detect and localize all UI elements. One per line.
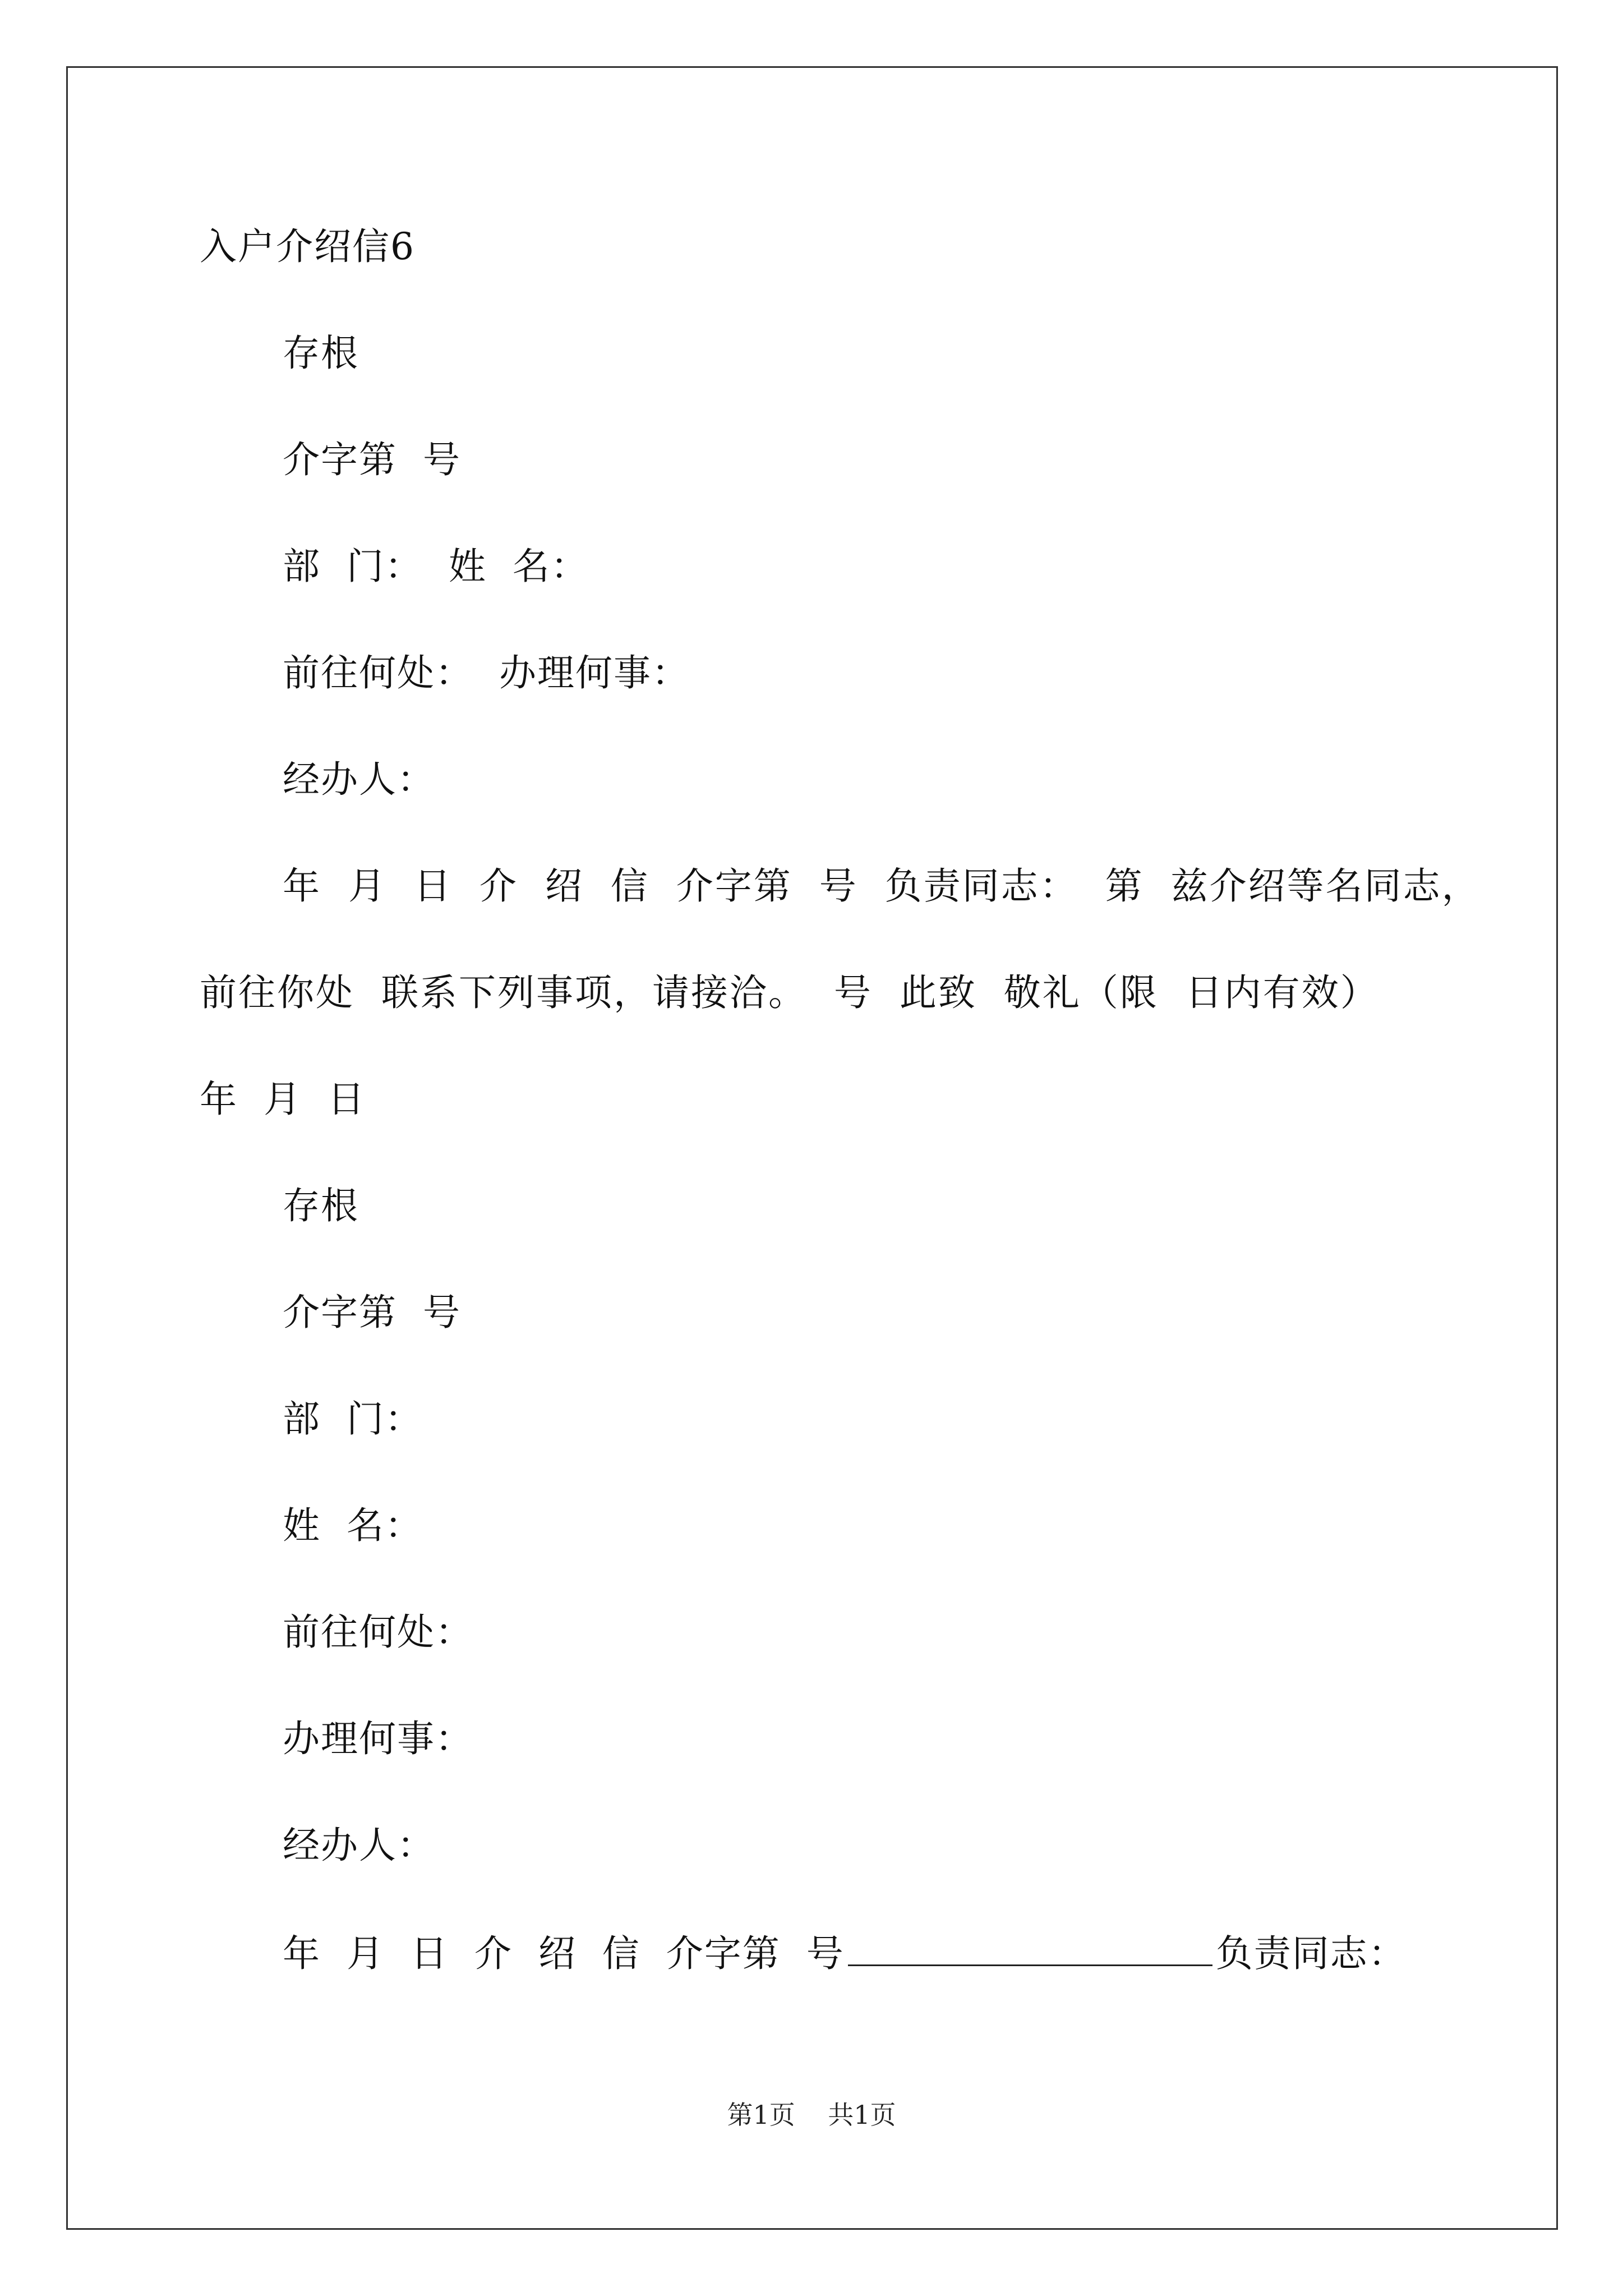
letter-body-line-1: 年 月 日 介 绍 信 介字第 号 负责同志： 第 兹介绍等名同志， bbox=[283, 864, 1481, 908]
handler-line-2: 经办人： bbox=[283, 1824, 435, 1867]
page-border bbox=[66, 66, 1558, 2230]
letter-body-last-line bbox=[283, 1930, 1407, 1976]
document-title: 入户介绍信6 bbox=[200, 225, 415, 268]
reference-number-line: 介字第 号 bbox=[283, 438, 461, 481]
department-line-2: 部 门： bbox=[283, 1397, 423, 1441]
handler-line: 经办人： bbox=[283, 758, 435, 801]
destination-line-2: 前往何处： bbox=[283, 1611, 473, 1654]
destination-matter-line: 前往何处： 办理何事： bbox=[283, 651, 690, 694]
reference-number-line-2: 介字第 号 bbox=[283, 1291, 461, 1334]
last-line-suffix: 负责同志： bbox=[1215, 1932, 1407, 1975]
last-line-prefix: 年 月 日 介 绍 信 介字第 号 bbox=[283, 1932, 845, 1975]
letter-body-line-2: 前往你处 联系下列事项，请接洽。 号 此致 敬礼（限 日内有效） bbox=[200, 971, 1379, 1014]
fill-in-blank bbox=[848, 1930, 1212, 1966]
department-name-line: 部 门： 姓 名： bbox=[283, 545, 589, 588]
stub-label-2: 存根 bbox=[283, 1184, 359, 1227]
page-indicator: 第1页 共1页 bbox=[727, 2100, 896, 2130]
matter-line-2: 办理何事： bbox=[283, 1717, 473, 1760]
stub-label: 存根 bbox=[283, 332, 359, 375]
date-line: 年 月 日 bbox=[200, 1078, 366, 1121]
name-line-2: 姓 名： bbox=[283, 1504, 423, 1547]
